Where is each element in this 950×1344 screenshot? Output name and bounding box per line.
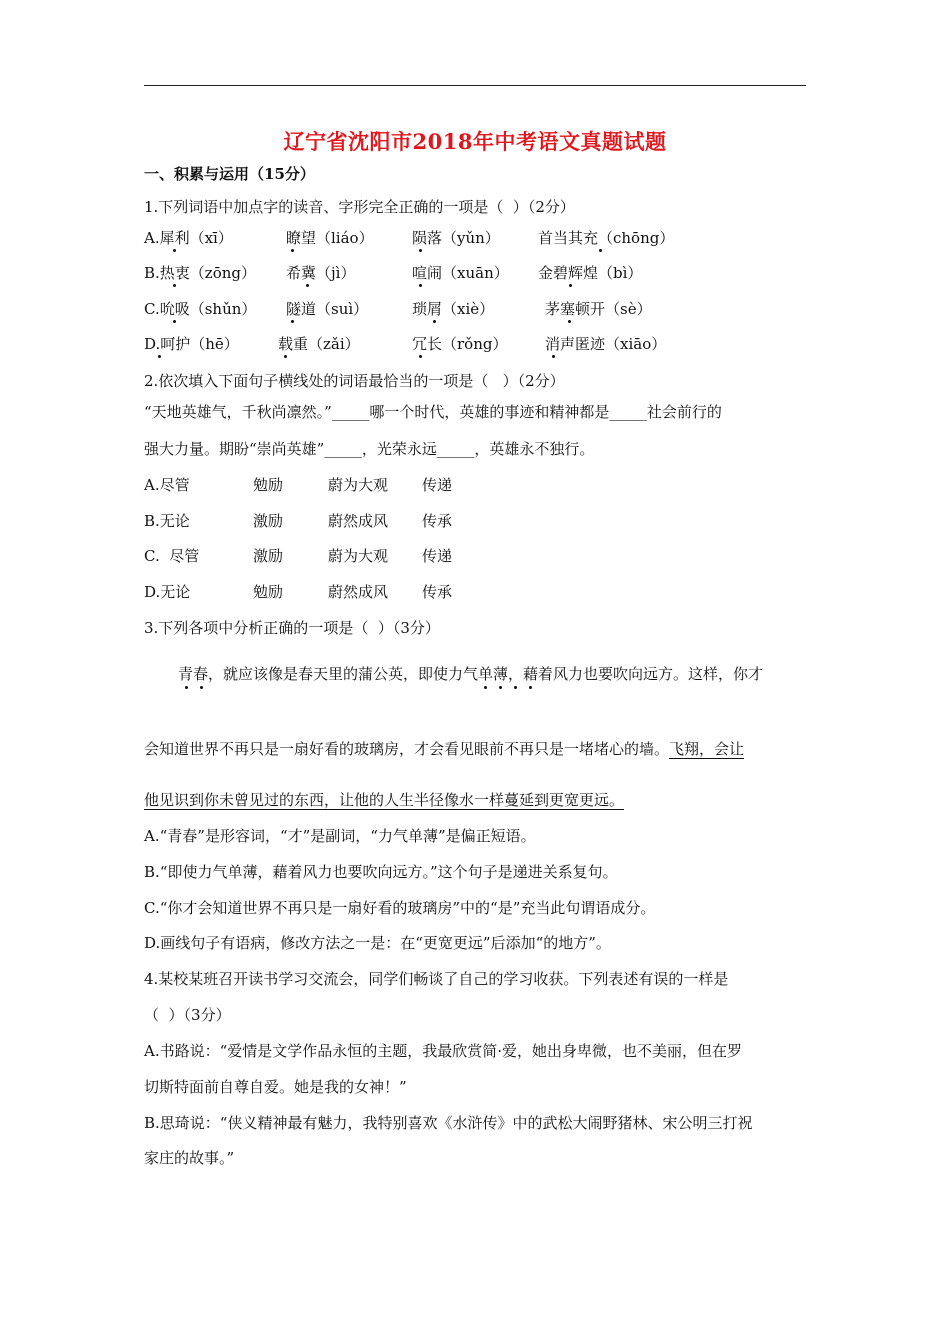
q2-b-1: B.无论 bbox=[144, 512, 190, 530]
q1-b-4: 金碧辉煌（bì） bbox=[538, 264, 643, 282]
header-rule bbox=[144, 85, 806, 86]
emphasis-dot bbox=[499, 686, 502, 689]
emphasis-dot bbox=[514, 686, 517, 689]
q2-a-4: 传递 bbox=[422, 476, 453, 494]
emphasis-dot bbox=[185, 686, 188, 689]
emphasis-dot bbox=[158, 355, 161, 358]
emphasis-dot bbox=[433, 320, 436, 323]
q4-option-b-line-1: B.思琦说：“侠义精神最有魅力，我特别喜欢《水浒传》中的武松大闹野猪林、宋公明三打祝 bbox=[144, 1114, 753, 1132]
q1-c-4: 茅塞顿开（sè） bbox=[545, 300, 652, 318]
q2-c-4: 传递 bbox=[422, 547, 453, 565]
q1-b-2: 希冀（jì） bbox=[286, 264, 356, 282]
q2-passage-line-1: “天地英雄气，千秋尚凛然。”_____哪一个时代，英雄的事迹和精神都是_____社会前行的 bbox=[144, 403, 722, 421]
q3-option-d: D.画线句子有语病，修改方法之一是：在“更宽更远”后添加“的地方”。 bbox=[144, 934, 611, 952]
q3-passage-line-1: 青春，就应该像是春天里的蒲公英，即使力气单薄，藉着风力也要吹向远方。这样，你才 bbox=[178, 665, 764, 683]
q3-option-b: B.“即使力气单薄，藉着风力也要吹向远方。”这个句子是递进关系复句。 bbox=[144, 863, 618, 881]
q2-b-4: 传承 bbox=[422, 512, 453, 530]
underlined-sentence-start: 飞翔，会让 bbox=[669, 740, 745, 758]
q2-c-1: C. 尽管 bbox=[144, 547, 200, 565]
section-heading: 一、积累与运用（15分） bbox=[144, 165, 315, 183]
q2-d-1: D.无论 bbox=[144, 583, 191, 601]
q1-c-3: 琐屑（xiè） bbox=[412, 300, 495, 318]
q4-option-b-line-2: 家庄的故事。” bbox=[144, 1149, 235, 1167]
emphasis-dot bbox=[529, 686, 532, 689]
q3-option-a: A.“青春”是形容词，“才”是副词，“力气单薄”是偏正短语。 bbox=[144, 827, 536, 845]
q4-stem-line-1: 4.某校某班召开读书学习交流会，同学们畅谈了自己的学习收获。下列表述有误的一样是 bbox=[144, 970, 729, 988]
page-title: 辽宁省沈阳市2018年中考语文真题试题 bbox=[283, 129, 667, 154]
q1-a-3: 陨落（yǔn） bbox=[412, 229, 500, 247]
emphasis-dot bbox=[419, 355, 422, 358]
q1-a-4: 首当其充（chōng） bbox=[538, 229, 675, 247]
q1-c-2: 隧道（suì） bbox=[286, 300, 369, 318]
q1-a-1: A.犀利（xī） bbox=[144, 229, 233, 247]
q3-option-c: C.“你才会知道世界不再只是一扇好看的玻璃房”中的“是”充当此句谓语成分。 bbox=[144, 899, 656, 917]
q2-c-3: 蔚为大观 bbox=[328, 547, 389, 565]
emphasis-dot bbox=[200, 686, 203, 689]
q2-a-2: 勉励 bbox=[253, 476, 284, 494]
q1-b-1: B.热衷（zōng） bbox=[144, 264, 256, 282]
emphasis-dot bbox=[569, 284, 572, 287]
emphasis-dot bbox=[284, 355, 287, 358]
emphasis-dot bbox=[599, 249, 602, 252]
q4-stem-line-2: （ ）（3分） bbox=[144, 1006, 231, 1024]
q1-d-1: D.呵护（hē） bbox=[144, 335, 239, 353]
q4-option-a-line-1: A.书路说：“爱情是文学作品永恒的主题，我最欣赏简·爱，她出身卑微，也不美丽，但在罗 bbox=[144, 1042, 743, 1060]
q3-passage-line-2 bbox=[144, 739, 744, 759]
q1-d-4: 消声匿迹（xiāo） bbox=[545, 335, 667, 353]
underlined-sentence: 他见识到你未曾见过的东西，让他的人生半径像水一样蔓延到更宽更远。 bbox=[144, 791, 625, 809]
q3-stem: 3.下列各项中分析正确的一项是（ ）（3分） bbox=[144, 619, 440, 637]
q3-passage-text: 会知道世界不再只是一扇好看的玻璃房，才会看见眼前不再只是一堵堵心的墙。 bbox=[144, 740, 670, 758]
emphasis-dot bbox=[306, 284, 309, 287]
q1-stem: 1.下列词语中加点字的读音、字形完全正确的一项是（ ）（2分） bbox=[144, 198, 575, 216]
q2-d-4: 传承 bbox=[422, 583, 453, 601]
q1-d-2: 载重（zǎi） bbox=[278, 335, 360, 353]
emphasis-dot bbox=[552, 355, 555, 358]
q1-a-2: 瞭望（liáo） bbox=[286, 229, 374, 247]
emphasis-dot bbox=[173, 249, 176, 252]
q2-d-2: 勉励 bbox=[253, 583, 284, 601]
q2-b-2: 激励 bbox=[253, 512, 284, 530]
emphasis-dot bbox=[173, 284, 176, 287]
q2-passage-line-2: 强大力量。期盼“崇尚英雄”_____，光荣永远_____，英雄永不独行。 bbox=[144, 440, 595, 458]
emphasis-dot bbox=[419, 284, 422, 287]
q2-c-2: 激励 bbox=[253, 547, 284, 565]
emphasis-dot bbox=[291, 249, 294, 252]
q2-stem: 2.依次填入下面句子横线处的词语最恰当的一项是（ ）（2分） bbox=[144, 372, 565, 390]
emphasis-dot bbox=[568, 320, 571, 323]
q2-b-3: 蔚然成风 bbox=[328, 512, 389, 530]
emphasis-dot bbox=[291, 320, 294, 323]
q2-d-3: 蔚然成风 bbox=[328, 583, 389, 601]
q2-a-1: A.尽管 bbox=[144, 476, 190, 494]
q1-b-3: 喧闹（xuān） bbox=[412, 264, 509, 282]
q4-option-a-line-2: 切斯特面前自尊自爱。她是我的女神！” bbox=[144, 1078, 407, 1096]
q2-a-3: 蔚为大观 bbox=[328, 476, 389, 494]
q1-d-3: 冗长（rǒng） bbox=[412, 335, 508, 353]
emphasis-dot bbox=[173, 320, 176, 323]
emphasis-dot bbox=[484, 686, 487, 689]
q1-c-1: C.吮吸（shǔn） bbox=[144, 300, 257, 318]
emphasis-dot bbox=[419, 249, 422, 252]
